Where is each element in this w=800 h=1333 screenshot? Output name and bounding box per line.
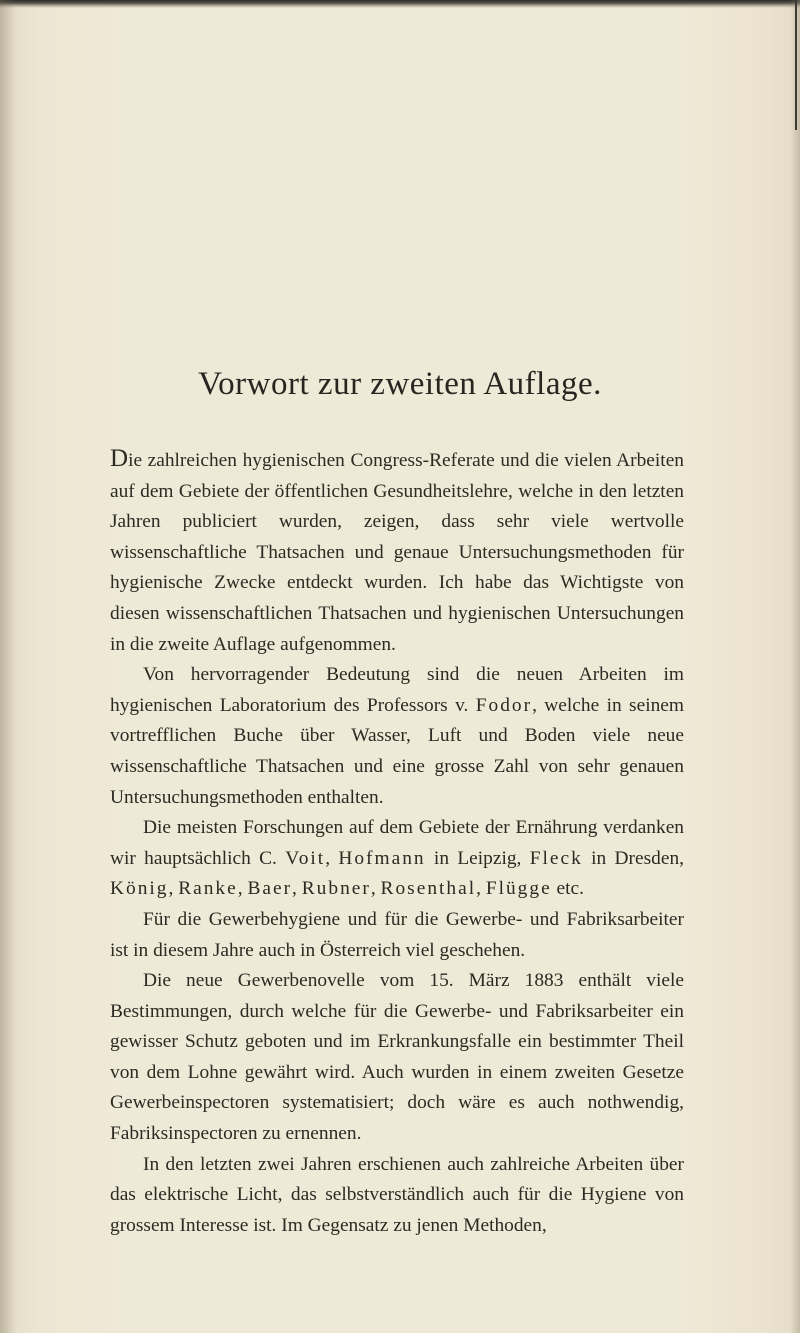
author-name-rubner: Rubner — [301, 878, 371, 900]
separator: in Dresden, — [582, 847, 684, 869]
paragraph-5 — [110, 966, 684, 1150]
paragraph-5-text: Die neue Gewerbenovelle vom 15. März 1883 enthält viele Bestimmungen, durch welche für die Gewerbe- und Fabriksarbeiter ein gewisser Schutz geboten und im Erkrankungsfalle ein bestimmter Theil von dem Lohne gewährt wird. Auch wurden in einem zweiten Gesetze Gewerbeinspectoren systematisiert; doch wäre es auch nothwendig, Fabriksinspectoren zu ernennen. — [110, 970, 684, 1145]
paragraph-2 — [110, 660, 684, 813]
page-title: Vorwort zur zweiten Auflage. — [198, 366, 602, 402]
separator: , — [292, 878, 302, 900]
author-name-fluegge: Flügge — [485, 878, 552, 900]
drop-cap: D — [110, 445, 129, 472]
author-name-rosenthal: Rosenthal — [380, 878, 477, 900]
separator: , — [237, 878, 248, 900]
page-edge-line — [795, 0, 797, 130]
paragraph-2-text-end: , welche in seinem vortrefflichen Buche über Wasser, Luft und Boden viele neue wissenschaftliche Thatsachen und eine grosse Zahl von sehr genauen Untersuchungsmethoden enthalten. — [110, 694, 684, 808]
page-right-edge — [790, 0, 800, 1333]
author-name-koenig: König — [110, 878, 169, 900]
page-binding-shadow — [0, 0, 16, 1333]
author-name-ranke: Ranke — [178, 878, 238, 900]
paragraph-1 — [110, 446, 684, 660]
body-text — [110, 446, 684, 1241]
separator: , — [476, 878, 486, 900]
paragraph-3-text-start: Die meisten Forschungen auf dem Gebiete der Ernährung verdanken wir hauptsächlich C. — [110, 817, 684, 869]
paragraph-2-text-start: Von hervorragender Bedeutung sind die neuen Arbeiten im hygienischen Laboratorium des Professors v. — [110, 664, 684, 716]
author-name-fleck: Fleck — [529, 847, 583, 869]
paragraph-6 — [110, 1150, 684, 1242]
author-name-voit: Voit — [285, 847, 326, 869]
author-name-hofmann: Hofmann — [338, 847, 426, 869]
paragraph-4 — [110, 905, 684, 966]
paragraph-3 — [110, 813, 684, 905]
author-name-baer: Baer — [247, 878, 293, 900]
paragraph-3-text-end: etc. — [551, 878, 584, 900]
separator: in Leipzig, — [425, 847, 530, 869]
separator: , — [325, 847, 339, 869]
author-name-fodor: Fodor — [475, 694, 533, 716]
paragraph-1-text: ie zahlreichen hygienischen Congress-Referate und die vielen Arbeiten auf dem Gebiete der öffentlichen Gesundheitslehre, welche in den letzten Jahren publiciert wurden, zeigen, dass sehr viele wertvolle wissenschaftliche Thatsachen und genaue Untersuchungsmethoden für hygienische Zwecke entdeckt wurden. Ich habe das Wichtigste von diesen wissenschaftlichen Thatsachen und hygienischen Untersuchungen in die zweite Auflage aufgenommen. — [110, 450, 684, 655]
separator: , — [168, 878, 179, 900]
paragraph-6-text: In den letzten zwei Jahren erschienen auch zahlreiche Arbeiten über das elektrische Licht, das selbstverständlich auch für die Hygiene von grossem Interesse ist. Im Gegensatz zu jenen Methoden, — [110, 1153, 684, 1236]
paragraph-4-text: Für die Gewerbehygiene und für die Gewerbe- und Fabriksarbeiter ist in diesem Jahre auch in Österreich viel geschehen. — [110, 908, 684, 961]
separator: , — [370, 878, 381, 900]
page-top-edge — [0, 0, 800, 8]
